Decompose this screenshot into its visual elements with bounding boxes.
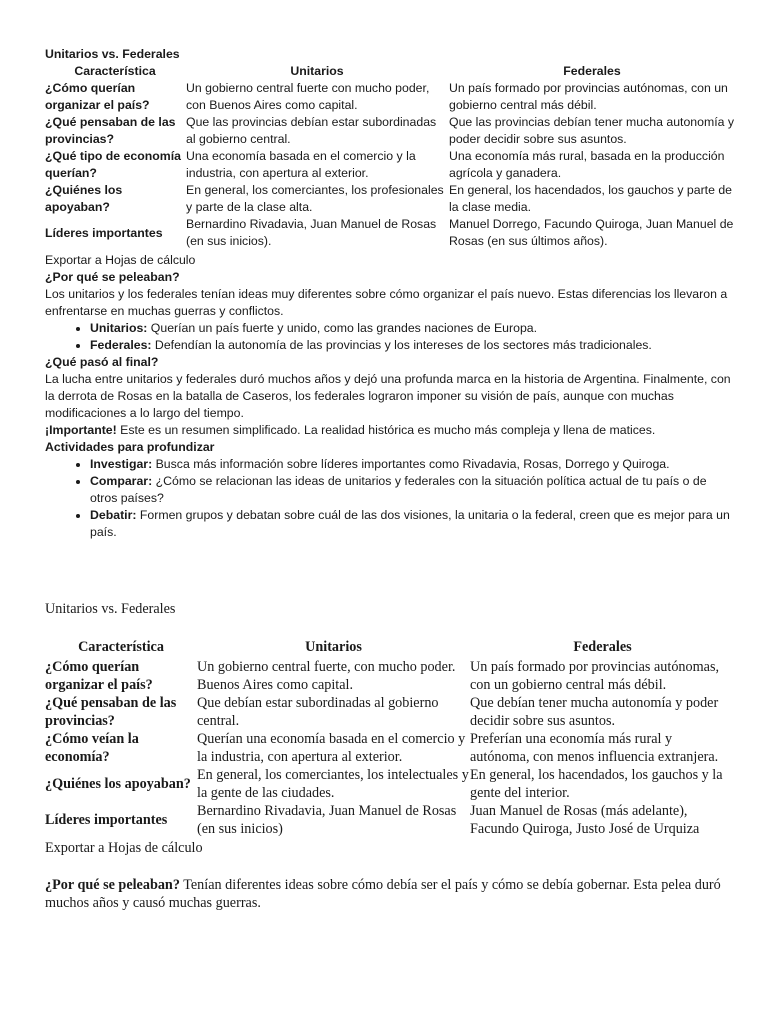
table-cell-feature: ¿Qué pensaban de las provincias? xyxy=(45,115,176,146)
header-feature: Característica xyxy=(74,64,156,78)
header-federales: Federales xyxy=(573,639,632,655)
table-cell-unitarios: En general, los comerciantes, los intelectuales y la gente de las ciudades. xyxy=(197,767,469,801)
end-paragraph: La lucha entre unitarios y federales duró muchos años y dejó una profunda marca en la historia de Argentina. Finalmente, con la derrota de Rosas en la batalla de Caseros, los federales lograron imponer su visión de país, aunque con muchas modificaciones a lo largo del tiempo. xyxy=(45,372,731,420)
table-cell-unitarios: Un gobierno central fuerte con mucho poder, con Buenos Aires como capital. xyxy=(186,81,430,112)
important-note xyxy=(45,422,735,439)
table-cell-unitarios: Querían una economía basada en el comercio y la industria, con apertura al exterior. xyxy=(197,731,466,765)
table-row xyxy=(45,694,735,730)
important-text: Este es un resumen simplificado. La realidad histórica es mucho más compleja y llena de matices. xyxy=(116,423,656,437)
header-unitarios: Unitarios xyxy=(305,639,362,655)
activity-text: ¿Cómo se relacionan las ideas de unitarios y federales con la situación política actual de tu país o de otros países? xyxy=(90,474,707,505)
table-cell-feature: ¿Cómo querían organizar el país? xyxy=(45,81,150,112)
table-cell-federales: Que debían tener mucha autonomía y poder decidir sobre sus asuntos. xyxy=(470,695,719,729)
why-bullet-list xyxy=(45,320,735,354)
activity-text: Formen grupos y debatan sobre cuál de las dos visiones, la unitaria o la federal, creen que es mejor para un país. xyxy=(90,508,730,539)
table-header-row xyxy=(45,63,735,80)
activities-list xyxy=(45,456,735,541)
table-cell-unitarios: En general, los comerciantes, los profesionales y parte de la clase alta. xyxy=(186,183,444,214)
table-row xyxy=(45,114,735,148)
table-cell-federales: En general, los hacendados, los gauchos y la gente del interior. xyxy=(470,767,723,801)
table-cell-federales: Juan Manuel de Rosas (más adelante), Facundo Quiroga, Justo José de Urquiza xyxy=(470,803,700,837)
table-cell-federales: Manuel Dorrego, Facundo Quiroga, Juan Manuel de Rosas (en sus últimos años). xyxy=(449,217,734,248)
table-cell-unitarios: Bernardino Rivadavia, Juan Manuel de Rosas (en sus inicios) xyxy=(197,803,457,837)
activities-heading: Actividades para profundizar xyxy=(45,440,215,454)
header-federales: Federales xyxy=(563,64,621,78)
table-cell-unitarios: Que las provincias debían estar subordinadas al gobierno central. xyxy=(186,115,437,146)
table-cell-unitarios: Una economía basada en el comercio y la industria, con apertura al exterior. xyxy=(186,149,416,180)
header-feature: Característica xyxy=(78,639,164,655)
comparison-table xyxy=(45,638,735,838)
bullet-label: Unitarios: xyxy=(90,321,148,335)
table-cell-federales: Preferían una economía más rural y autónoma, con menos influencia extranjera. xyxy=(470,731,719,765)
table-cell-federales: Un país formado por provincias autónomas, con un gobierno central más débil. xyxy=(449,81,728,112)
table-row xyxy=(45,766,735,802)
end-heading: ¿Qué pasó al final? xyxy=(45,355,159,369)
comparison-table xyxy=(45,63,735,250)
table-row xyxy=(45,216,735,250)
section-sans xyxy=(45,46,735,541)
table-cell-federales: Un país formado por provincias autónomas, con un gobierno central más débil. xyxy=(470,659,720,693)
why-paragraph: Los unitarios y los federales tenían ideas muy diferentes sobre cómo organizar el país nuevo. Estas diferencias los llevaron a enfrentarse en muchas guerras y conflictos. xyxy=(45,287,728,318)
why-heading: ¿Por qué se peleaban? xyxy=(45,270,180,284)
table-row xyxy=(45,730,735,766)
section-title: Unitarios vs. Federales xyxy=(45,47,180,61)
section-title: Unitarios vs. Federales xyxy=(45,601,176,617)
export-to-sheets-link[interactable]: Exportar a Hojas de cálculo xyxy=(45,253,196,267)
table-row xyxy=(45,148,735,182)
activity-text: Busca más información sobre líderes importantes como Rivadavia, Rosas, Dorrego y Quiroga. xyxy=(152,457,670,471)
table-cell-feature: ¿Cómo veían la economía? xyxy=(45,731,139,765)
table-row xyxy=(45,80,735,114)
activity-label: Debatir: xyxy=(90,508,137,522)
table-cell-unitarios: Bernardino Rivadavia, Juan Manuel de Rosas (en sus inicios). xyxy=(186,217,437,248)
bullet-text: Querían un país fuerte y unido, como las grandes naciones de Europa. xyxy=(147,321,538,335)
list-item xyxy=(90,320,735,337)
list-item xyxy=(90,337,735,354)
table-cell-federales: Que las provincias debían tener mucha autonomía y poder decidir sobre sus asuntos. xyxy=(449,115,735,146)
table-cell-unitarios: Que debían estar subordinadas al gobierno central. xyxy=(197,695,439,729)
section-serif xyxy=(45,600,735,912)
why-paragraph xyxy=(45,876,735,912)
table-cell-feature: ¿Cómo querían organizar el país? xyxy=(45,659,153,693)
list-item xyxy=(90,456,735,473)
why-label: ¿Por qué se peleaban? xyxy=(45,877,180,893)
table-cell-feature: Líderes importantes xyxy=(45,225,163,240)
table-cell-federales: En general, los hacendados, los gauchos y parte de la clase media. xyxy=(449,183,733,214)
table-cell-feature: ¿Qué tipo de economía querían? xyxy=(45,149,181,180)
table-cell-feature: ¿Quiénes los apoyaban? xyxy=(45,776,191,792)
table-cell-feature: ¿Qué pensaban de las provincias? xyxy=(45,695,177,729)
activity-label: Investigar: xyxy=(90,457,153,471)
activity-label: Comparar: xyxy=(90,474,153,488)
table-cell-feature: ¿Quiénes los apoyaban? xyxy=(45,183,123,214)
important-label: ¡Importante! xyxy=(45,423,117,437)
why-text: Tenían diferentes ideas sobre cómo debía ser el país y cómo se debía gobernar. Esta pelea duró muchos años y causó muchas guerras. xyxy=(45,877,721,911)
table-cell-unitarios: Un gobierno central fuerte, con mucho poder. Buenos Aires como capital. xyxy=(197,659,456,693)
table-cell-federales: Una economía más rural, basada en la producción agrícola y ganadera. xyxy=(449,149,725,180)
header-unitarios: Unitarios xyxy=(290,64,344,78)
list-item xyxy=(90,473,735,507)
bullet-text: Defendían la autonomía de las provincias y los intereses de los sectores más tradicionales. xyxy=(151,338,652,352)
table-header-row xyxy=(45,638,735,658)
table-row xyxy=(45,658,735,694)
table-row xyxy=(45,182,735,216)
bullet-label: Federales: xyxy=(90,338,152,352)
list-item xyxy=(90,507,735,541)
table-cell-feature: Líderes importantes xyxy=(45,812,168,828)
export-to-sheets-link[interactable]: Exportar a Hojas de cálculo xyxy=(45,840,203,856)
table-row xyxy=(45,802,735,838)
